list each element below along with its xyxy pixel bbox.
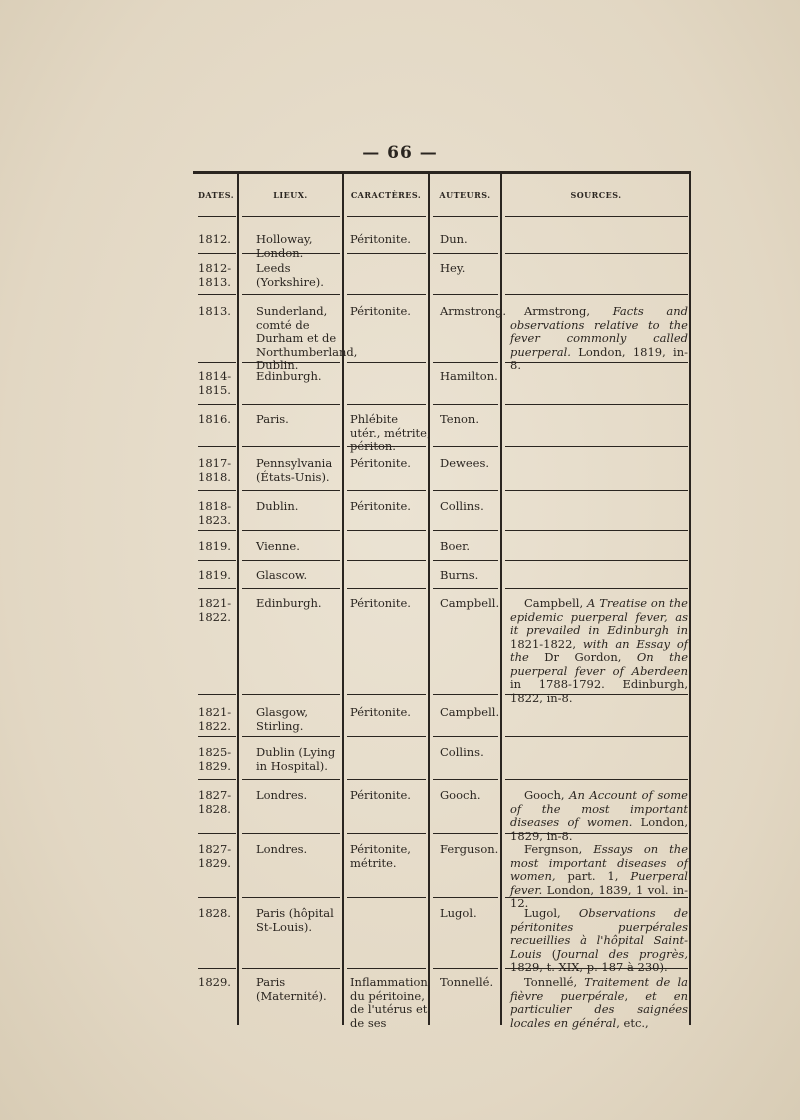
row-rule [347, 530, 426, 531]
row-rule [242, 897, 340, 898]
row-rule [505, 216, 688, 217]
row-rule [505, 560, 688, 561]
date-cell: 1819. [198, 539, 231, 553]
row-rule [505, 253, 688, 254]
lieu-cell: Paris (Maternité). [256, 975, 327, 1003]
date-cell: 1814- 1815. [198, 369, 232, 397]
row-rule [242, 779, 340, 780]
row-rule [433, 490, 498, 491]
row-rule [198, 736, 236, 737]
caractere-cell: Inflammation du péritoine, de l'utérus et de ses [350, 975, 428, 1030]
row-rule [505, 446, 688, 447]
caractere-cell: Péritonite. [350, 499, 411, 513]
row-rule [198, 404, 236, 405]
row-rule [433, 362, 498, 363]
date-cell: 1821- 1822. [198, 596, 232, 624]
date-cell: 1819. [198, 568, 231, 582]
row-rule [347, 897, 426, 898]
row-rule [198, 833, 236, 834]
date-cell: 1818- 1823. [198, 499, 232, 527]
caractere-cell: Péritonite. [350, 232, 411, 246]
row-rule [347, 588, 426, 589]
row-rule [242, 216, 340, 217]
date-cell: 1827- 1828. [198, 788, 232, 816]
row-rule [198, 490, 236, 491]
row-rule [505, 736, 688, 737]
caractere-cell: Phlébite utér., métrite, périton. [350, 412, 431, 453]
auteur-cell: Lugol. [440, 906, 477, 920]
row-rule [433, 736, 498, 737]
row-rule [198, 530, 236, 531]
caractere-cell: Péritonite. [350, 705, 411, 719]
lieu-cell: Glasgow, Stirling. [256, 705, 309, 733]
date-cell: 1813. [198, 304, 231, 318]
auteur-cell: Hamilton. [440, 369, 498, 383]
row-rule [505, 530, 688, 531]
source-cell: Armstrong, Facts and observations relative to the fever commonly called puerperal. London, 1819, in-8. [510, 304, 688, 372]
auteur-cell: Collins. [440, 745, 484, 759]
row-rule [347, 294, 426, 295]
auteur-cell: Burns. [440, 568, 479, 582]
source-cell: Gooch, An Account of some of the most important diseases of women. London, 1829, in-8. [510, 788, 688, 843]
caractere-cell: Péritonite, métrite. [350, 842, 411, 870]
auteur-cell: Gooch. [440, 788, 481, 802]
row-rule [347, 694, 426, 695]
row-rule [347, 779, 426, 780]
lieu-cell: Dublin. [256, 499, 299, 513]
row-rule [433, 294, 498, 295]
row-rule [198, 779, 236, 780]
source-cell: Tonnellé, Traitement de la fièvre puerpérale, et en particulier des saignées locales en général, etc., [510, 975, 689, 1030]
page-number: — 66 — [362, 143, 438, 163]
date-cell: 1827- 1829. [198, 842, 232, 870]
source-cell: Campbell, A Treatise on the epidemic puerperal fever, as it prevailed in Edinburgh in 1821-1822, with an Essay of the Dr Gordon, On the puerperal fever of Aberdeen in 1788-1792. Edinburgh, 1822, in-8. [510, 596, 688, 705]
row-rule [505, 404, 688, 405]
row-rule [347, 216, 426, 217]
date-cell: 1829. [198, 975, 231, 989]
row-rule [505, 294, 688, 295]
lieu-cell: Dublin (Lying in Hospital). [256, 745, 336, 773]
row-rule [433, 694, 498, 695]
lieu-cell: Vienne. [256, 539, 300, 553]
row-rule [242, 404, 340, 405]
caractere-cell: Péritonite. [350, 304, 411, 318]
row-rule [242, 490, 340, 491]
auteur-cell: Boer. [440, 539, 471, 553]
auteur-cell: Campbell. [440, 705, 500, 719]
header-auteurs: AUTEURS. [439, 190, 491, 200]
lieu-cell: Glascow. [256, 568, 308, 582]
header-dates: DATES. [197, 190, 235, 200]
lieu-cell: Leeds (Yorkshire). [256, 261, 324, 289]
row-rule [505, 779, 688, 780]
row-rule [347, 253, 426, 254]
lieu-cell: Edinburgh. [256, 596, 322, 610]
row-rule [242, 833, 340, 834]
row-rule [433, 833, 498, 834]
row-rule [433, 897, 498, 898]
lieu-cell: Londres. [256, 788, 308, 802]
source-cell: Fergnson, Essays on the most important diseases of women, part. 1, Puerperal fever. London, 1839, 1 vol. in-12. [510, 842, 689, 910]
row-rule [433, 446, 498, 447]
lieu-cell: Paris (hôpital St-Louis). [256, 906, 334, 934]
row-rule [242, 968, 340, 969]
header-sources: SOURCES. [570, 190, 622, 200]
row-rule [242, 694, 340, 695]
row-rule [433, 560, 498, 561]
row-rule [347, 404, 426, 405]
caractere-cell: Péritonite. [350, 596, 411, 610]
row-rule [433, 253, 498, 254]
row-rule [198, 560, 236, 561]
row-rule [242, 446, 340, 447]
row-rule [242, 530, 340, 531]
lieu-cell: Londres. [256, 842, 308, 856]
auteur-cell: Campbell. [440, 596, 500, 610]
date-cell: 1828. [198, 906, 231, 920]
row-rule [505, 490, 688, 491]
auteur-cell: Dewees. [440, 456, 490, 470]
row-rule [433, 216, 498, 217]
row-rule [347, 968, 426, 969]
auteur-cell: Hey. [440, 261, 466, 275]
date-cell: 1812- 1813. [198, 261, 232, 289]
row-rule [505, 588, 688, 589]
row-rule [347, 736, 426, 737]
lieu-cell: Holloway, London. [256, 232, 313, 260]
row-rule [198, 968, 236, 969]
row-rule [347, 490, 426, 491]
lieu-cell: Sunderland, comté de Durham et de Northumberland, Dublin. [256, 304, 358, 372]
row-rule [198, 694, 236, 695]
date-cell: 1812. [198, 232, 231, 246]
row-rule [198, 897, 236, 898]
row-rule [433, 588, 498, 589]
row-rule [198, 253, 236, 254]
row-rule [198, 294, 236, 295]
row-rule [242, 736, 340, 737]
caractere-cell: Péritonite. [350, 456, 411, 470]
row-rule [433, 968, 498, 969]
date-cell: 1821- 1822. [198, 705, 232, 733]
row-rule [242, 588, 340, 589]
date-cell: 1817- 1818. [198, 456, 232, 484]
row-rule [198, 446, 236, 447]
row-rule [433, 779, 498, 780]
header-lieux: LIEUX. [273, 190, 308, 200]
source-cell: Lugol, Observations de péritonites puerpérales recueillies à l'hôpital Saint-Louis (Journal des progrès, 1829, t. XIX, p. 187 à 230). [510, 906, 688, 974]
row-rule [242, 294, 340, 295]
row-rule [433, 404, 498, 405]
row-rule [198, 362, 236, 363]
row-rule [242, 560, 340, 561]
auteur-cell: Collins. [440, 499, 484, 513]
row-rule [347, 362, 426, 363]
row-rule [433, 530, 498, 531]
lieu-cell: Edinburgh. [256, 369, 322, 383]
row-rule [347, 833, 426, 834]
row-rule [198, 216, 236, 217]
auteur-cell: Dun. [440, 232, 468, 246]
lieu-cell: Pennsylvania (États-Unis). [256, 456, 333, 484]
auteur-cell: Tenon. [440, 412, 479, 426]
date-cell: 1825- 1829. [198, 745, 232, 773]
lieu-cell: Paris. [256, 412, 289, 426]
auteur-cell: Ferguson. [440, 842, 499, 856]
row-rule [347, 560, 426, 561]
caractere-cell: Péritonite. [350, 788, 411, 802]
row-rule [198, 588, 236, 589]
date-cell: 1816. [198, 412, 231, 426]
auteur-cell: Armstrong. [440, 304, 507, 318]
header-caracteres: CARACTÈRES. [350, 190, 422, 200]
auteur-cell: Tonnellé. [440, 975, 494, 989]
